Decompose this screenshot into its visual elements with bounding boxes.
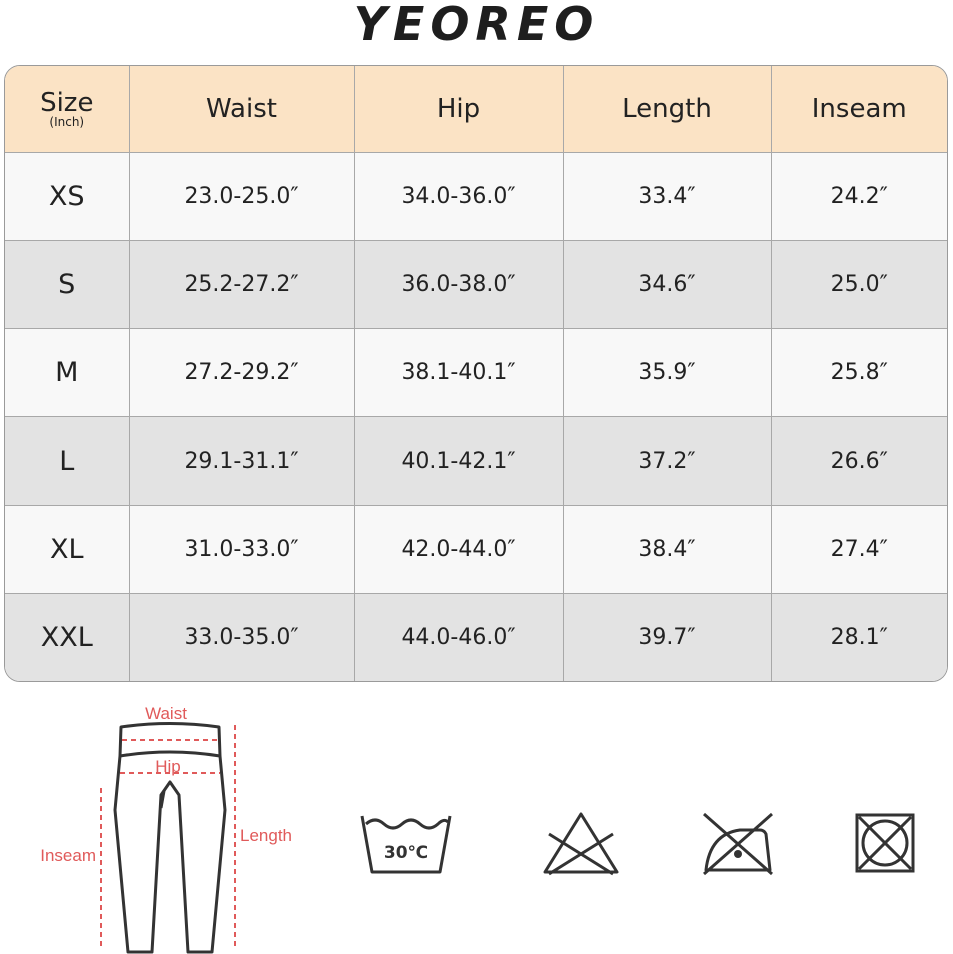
- header-size: [5, 66, 129, 153]
- waist-cell: 27.2-29.2″: [129, 329, 354, 417]
- inseam-cell: 26.6″: [771, 417, 947, 505]
- length-cell: 33.4″: [563, 153, 771, 241]
- table-row: [5, 329, 947, 417]
- label-length: Length: [240, 826, 292, 845]
- wash-30-icon: [358, 808, 454, 876]
- table-row: [5, 241, 947, 329]
- header-inseam: Inseam: [771, 66, 947, 153]
- table-header-row: [5, 66, 947, 153]
- waist-cell: 25.2-27.2″: [129, 241, 354, 329]
- inseam-cell: 27.4″: [771, 505, 947, 593]
- length-cell: 34.6″: [563, 241, 771, 329]
- length-cell: 39.7″: [563, 593, 771, 681]
- brand-logo: YEOREO: [353, 0, 600, 51]
- size-cell: XS: [5, 153, 129, 241]
- waist-cell: 31.0-33.0″: [129, 505, 354, 593]
- label-hip: Hip: [155, 757, 181, 776]
- length-cell: 37.2″: [563, 417, 771, 505]
- inseam-cell: 24.2″: [771, 153, 947, 241]
- table-row: [5, 153, 947, 241]
- waist-cell: 23.0-25.0″: [129, 153, 354, 241]
- waist-cell: 29.1-31.1″: [129, 417, 354, 505]
- length-cell: 38.4″: [563, 505, 771, 593]
- header-size-unit: (Inch): [49, 115, 85, 129]
- hip-cell: 38.1-40.1″: [354, 329, 563, 417]
- table-row: [5, 417, 947, 505]
- do-not-bleach-icon: [541, 808, 621, 876]
- size-cell: S: [5, 241, 129, 329]
- hip-cell: 34.0-36.0″: [354, 153, 563, 241]
- size-cell: XXL: [5, 593, 129, 681]
- table-row: [5, 593, 947, 681]
- label-waist: Waist: [145, 704, 187, 723]
- size-cell: M: [5, 329, 129, 417]
- header-waist: Waist: [129, 66, 354, 153]
- length-cell: 35.9″: [563, 329, 771, 417]
- header-size-label: Size: [40, 88, 94, 118]
- hip-cell: 40.1-42.1″: [354, 417, 563, 505]
- waist-cell: 33.0-35.0″: [129, 593, 354, 681]
- inseam-cell: 28.1″: [771, 593, 947, 681]
- measurement-diagram: [20, 700, 320, 954]
- header-length: Length: [563, 66, 771, 153]
- hip-cell: 42.0-44.0″: [354, 505, 563, 593]
- size-chart-table: [4, 65, 948, 682]
- table-row: [5, 505, 947, 593]
- do-not-tumble-dry-icon: [854, 812, 916, 874]
- label-inseam: Inseam: [40, 846, 96, 865]
- header-hip: Hip: [354, 66, 563, 153]
- inseam-cell: 25.8″: [771, 329, 947, 417]
- size-cell: L: [5, 417, 129, 505]
- hip-cell: 44.0-46.0″: [354, 593, 563, 681]
- hip-cell: 36.0-38.0″: [354, 241, 563, 329]
- do-not-iron-icon: [700, 808, 776, 876]
- wash-temp-label: 30℃: [383, 843, 429, 863]
- inseam-cell: 25.0″: [771, 241, 947, 329]
- size-cell: XL: [5, 505, 129, 593]
